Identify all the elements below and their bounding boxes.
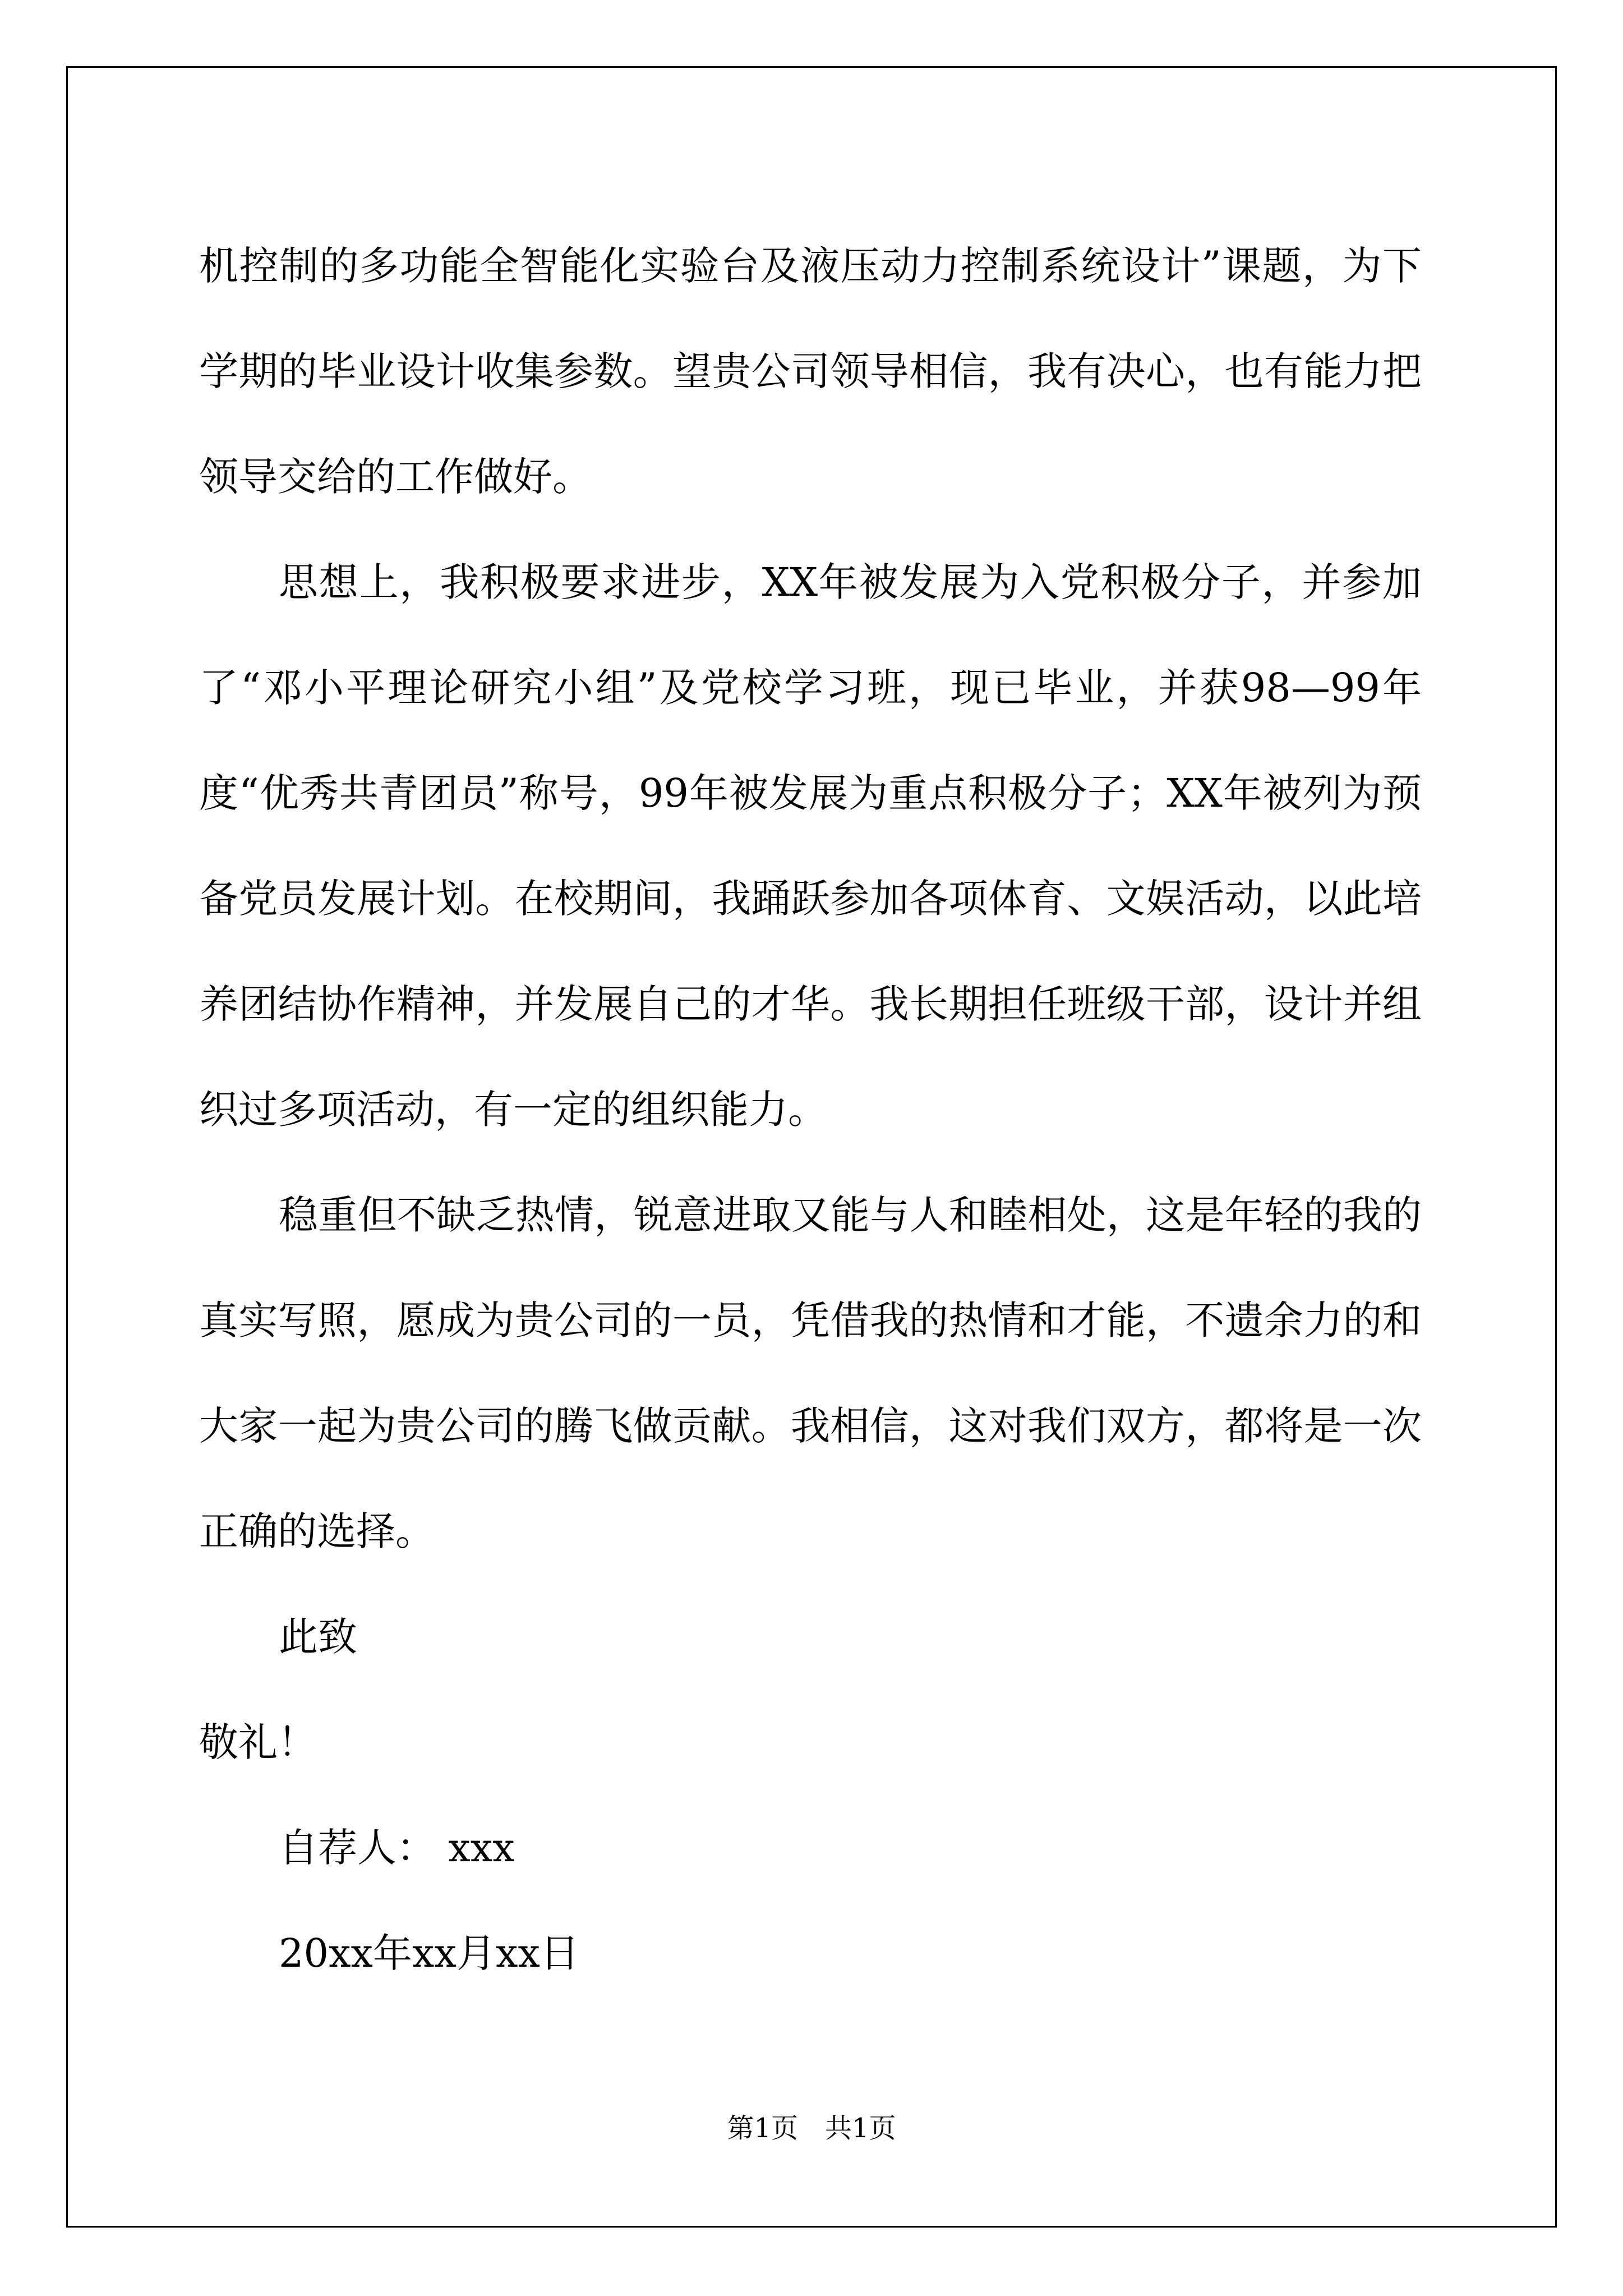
closing-phrase: 此致 bbox=[279, 1614, 357, 1660]
paragraph-intro-continued: 机控制的多功能全智能化实验台及液压动力控制系统设计”课题，为下学期的毕业设计收集参数。望贵公司领导相信，我有决心，也有能力把领导交给的工作做好。 bbox=[199, 243, 1422, 500]
letter-body bbox=[199, 213, 1422, 2006]
salutation: 敬礼！ bbox=[199, 1719, 317, 1765]
paragraph-personality: 稳重但不缺乏热情，锐意进取又能与人和睦相处，这是年轻的我的真实写照，愿成为贵公司的一员，凭借我的热情和才能，不遗余力的和大家一起为贵公司的腾飞做贡献。我相信，这对我们双方，都将是一次正确的选择。 bbox=[199, 1192, 1422, 1554]
paragraph-ideology: 思想上，我积极要求进步，XX年被发展为入党积极分子，并参加了“邓小平理论研究小组”及党校学习班，现已毕业，并获98—99年度“优秀共青团员”称号，99年被发展为重点积极分子；XX年被列为预备党员发展计划。在校期间，我踊跃参加各项体育、文娱活动，以此培养团结协作精神，并发展自己的才华。我长期担任班级干部，设计并组织过多项活动，有一定的组织能力。 bbox=[199, 559, 1422, 1133]
page-number-footer: 第1页 共1页 bbox=[727, 2113, 896, 2144]
signature-line: 自荐人： xxx bbox=[279, 1825, 515, 1871]
date-line: 20xx年xx月xx日 bbox=[279, 1930, 579, 1976]
